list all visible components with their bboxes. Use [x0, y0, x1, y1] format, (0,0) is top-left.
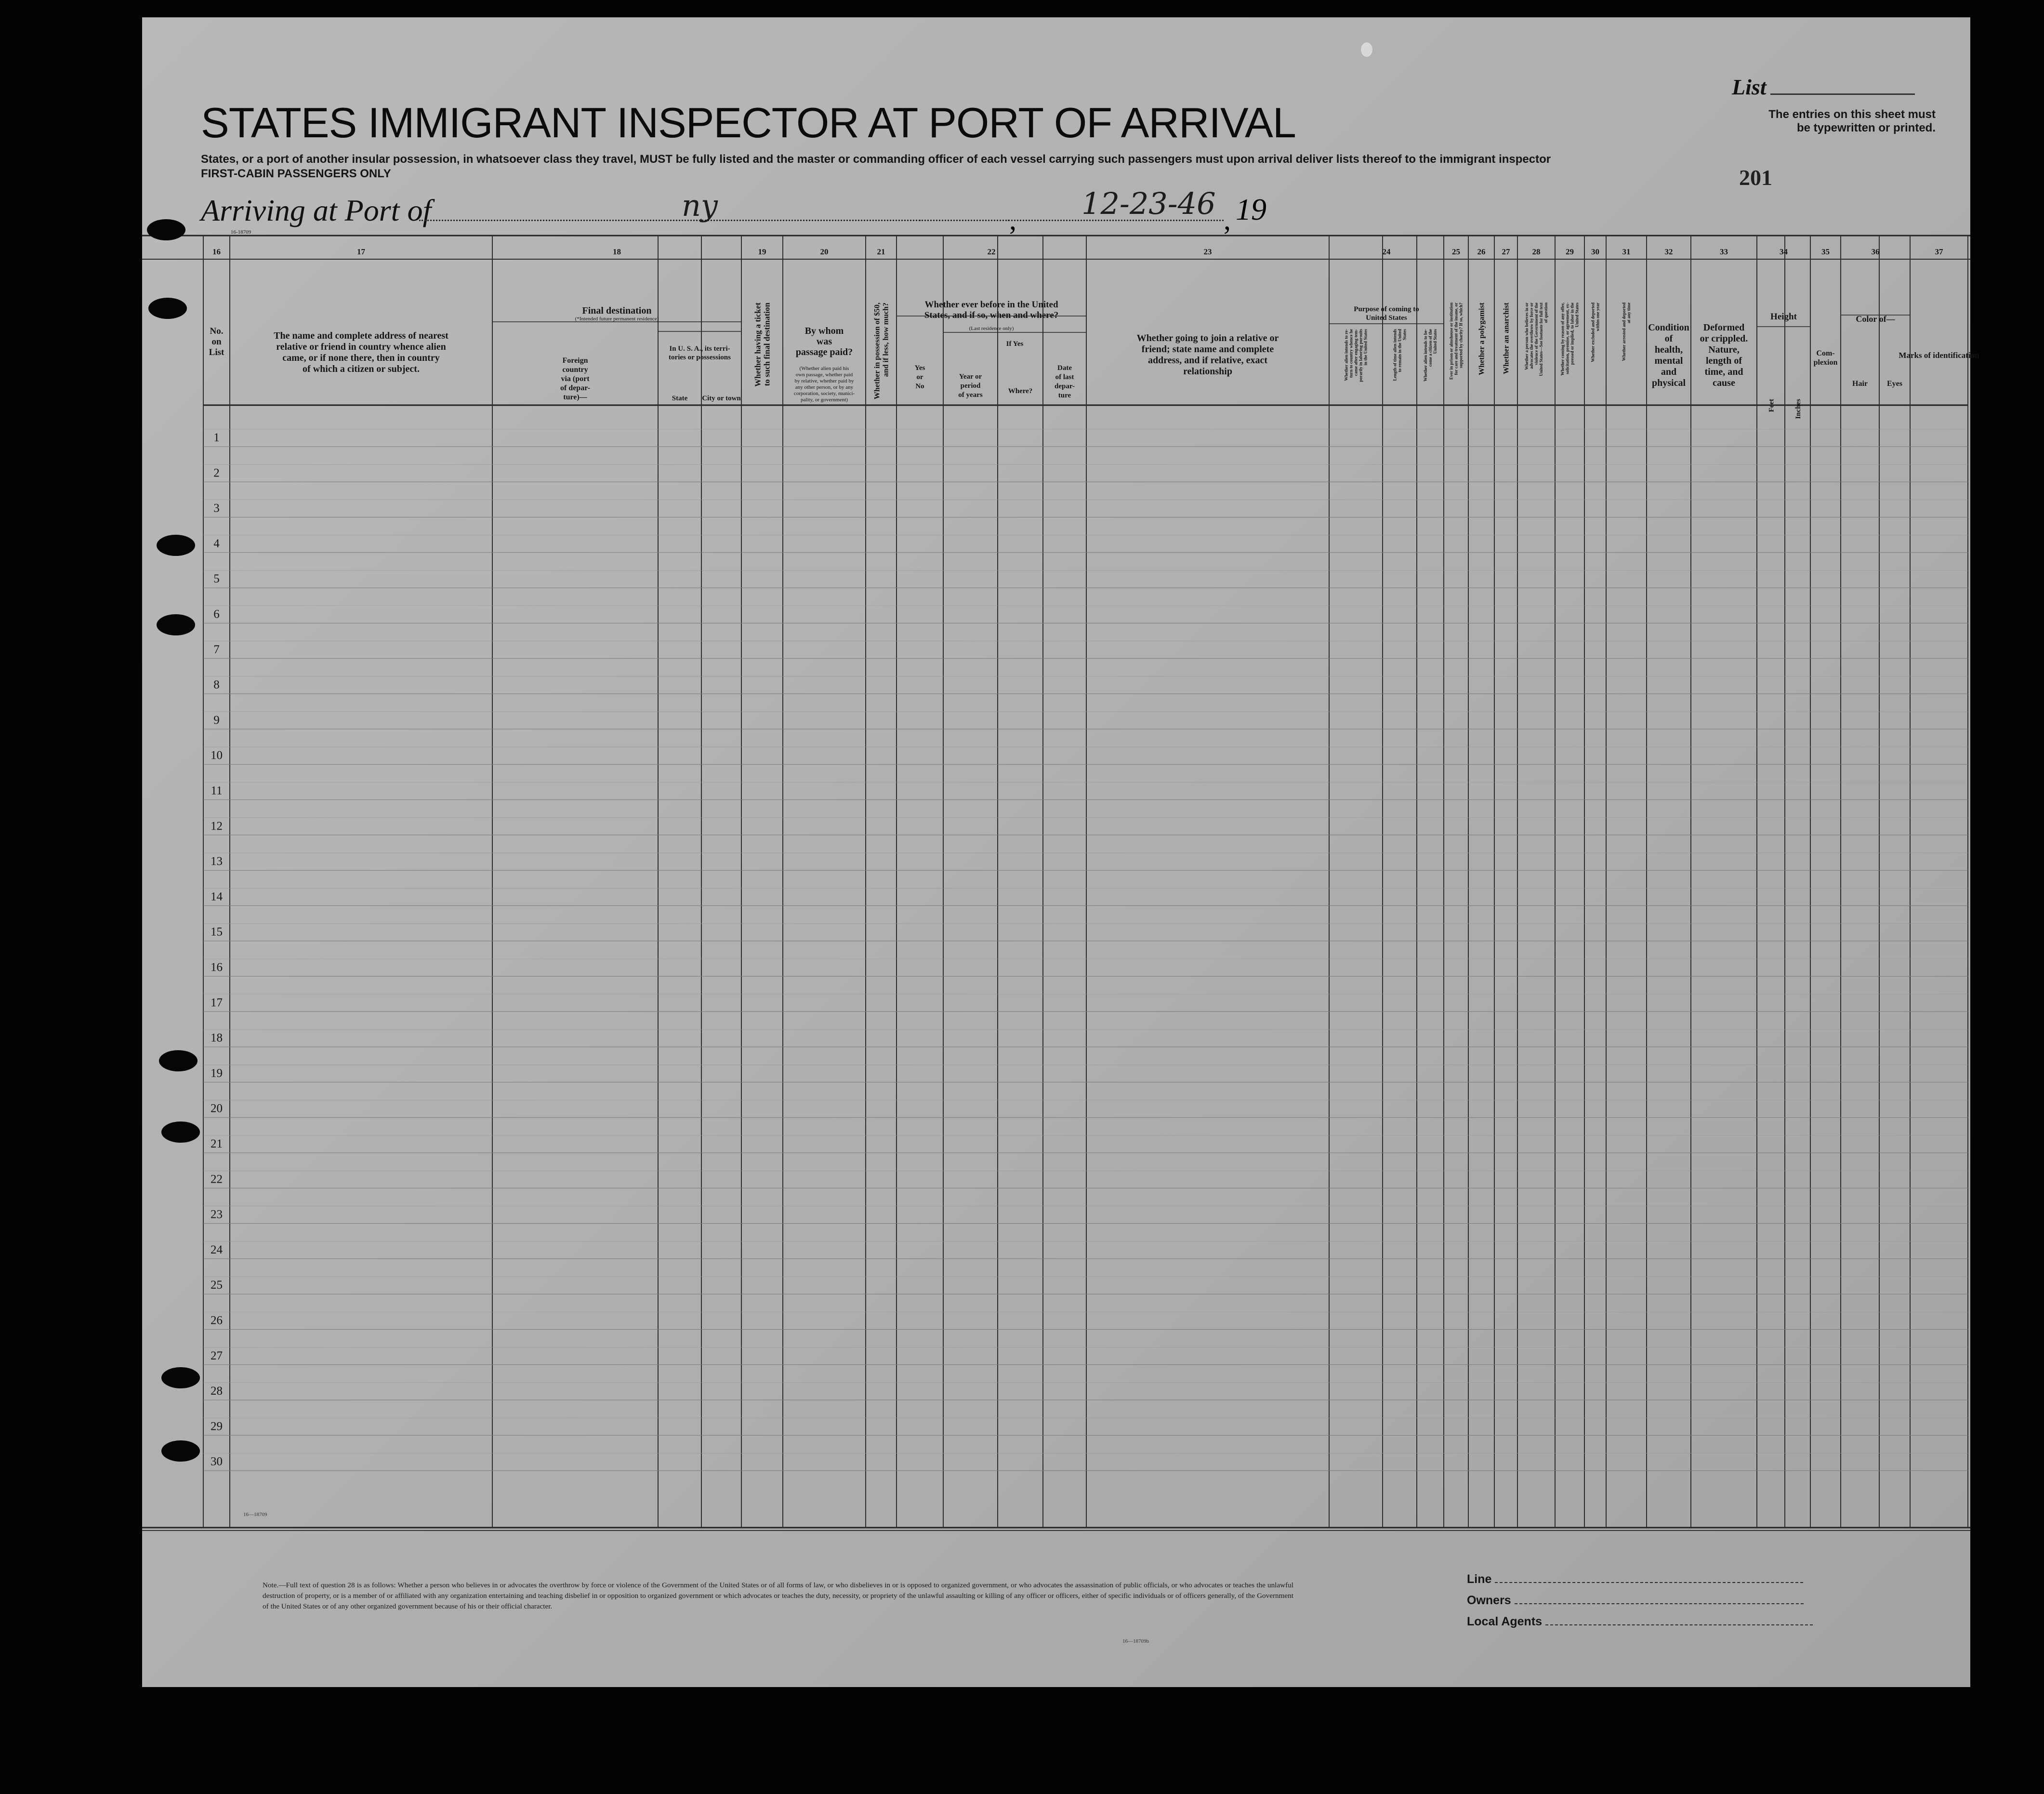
header-purpose-return: turn to country whence he	[1348, 329, 1354, 378]
header-last-residence: (Last residence only)	[969, 326, 1014, 331]
header-anarchist: Whether an anarchist	[1502, 303, 1511, 374]
header-prison: supported by charity? If so, which?	[1458, 303, 1464, 369]
header-passage-paid-note: any other person, or by any	[795, 384, 854, 390]
header-q28: United States—See footnote for full text	[1539, 303, 1544, 376]
header-date-last-departure: Date	[1057, 364, 1072, 372]
header-year-period: period	[960, 382, 981, 390]
binder-hole	[161, 1367, 200, 1388]
header-city: City or town	[702, 395, 741, 402]
manifest-sheet	[142, 17, 1979, 1687]
row-number: 2	[213, 466, 220, 480]
header-state: State	[672, 395, 688, 402]
row-number: 5	[213, 572, 220, 586]
header-passage-paid-note: pality, or government)	[801, 397, 848, 403]
row-number: 3	[213, 501, 220, 515]
header-prison: Ever in prison or almshouse or institution	[1449, 303, 1454, 380]
form-subtitle: States, or a port of another insular possession, in whatsoever class they travel, MUST be fully listed and the master or commanding officer of each vessel carrying such passengers must upon arrival deliver lists thereof to the immigrant inspector	[201, 153, 1551, 166]
form-code: 16-18709	[230, 229, 251, 235]
header-deformed: length of	[1706, 356, 1742, 366]
header-join-relative: relationship	[1183, 366, 1232, 377]
class-line: FIRST-CABIN PASSENGERS ONLY	[201, 167, 391, 180]
row-number: 28	[211, 1385, 223, 1398]
row-number: 8	[213, 678, 220, 692]
header-passage-paid-note: by relative, whether paid by	[794, 378, 854, 384]
header-deformed: or crippled.	[1700, 333, 1748, 344]
owners-field[interactable]	[1515, 1603, 1804, 1604]
header-health: Condition	[1648, 322, 1689, 333]
column-number: 33	[1720, 247, 1728, 256]
binder-hole	[157, 614, 195, 635]
header-purpose-length: Length of time alien intends	[1392, 329, 1398, 381]
header-health: of	[1664, 333, 1673, 344]
column-number: 23	[1203, 247, 1212, 256]
entries-note-line: be typewritten or printed.	[1796, 121, 1936, 134]
row-number: 14	[211, 890, 223, 903]
header-yes-or-no: Yes	[914, 364, 925, 372]
column-number: 34	[1780, 247, 1788, 256]
header-yes-or-no: No	[915, 383, 924, 390]
header-foreign-country: Foreign	[562, 356, 588, 365]
row-number: 13	[211, 855, 223, 868]
header-purpose-return: came after engaging tem-	[1353, 329, 1358, 376]
header-nearest-relative: came, or if none there, then in country	[282, 353, 440, 363]
owners-label: Owners	[1467, 1594, 1511, 1607]
column-number: 19	[758, 247, 766, 256]
line-field[interactable]	[1495, 1582, 1803, 1583]
header-purpose: Purpose of coming to	[1354, 305, 1419, 313]
column-number: 17	[357, 247, 365, 256]
header-hair: Hair	[1852, 380, 1868, 388]
header-date-last-departure: depar-	[1055, 383, 1075, 390]
paper-blemish	[1361, 42, 1372, 57]
header-purpose-citizen: Whether alien intends to be-	[1423, 329, 1428, 382]
row-number: 11	[211, 784, 223, 797]
column-number: 24	[1382, 247, 1391, 256]
manifest-table	[142, 17, 1979, 1687]
row-number: 26	[211, 1314, 223, 1327]
header-passage-paid-note: corporation, society, munici-	[793, 391, 855, 396]
header-foreign-country: ture)—	[563, 393, 587, 401]
header-if-yes: If Yes	[1006, 340, 1024, 348]
header-q28: of question	[1543, 303, 1549, 323]
line-signature-row	[1467, 1572, 1803, 1586]
agents-signature-row	[1467, 1615, 1813, 1629]
row-number: 22	[211, 1173, 223, 1186]
header-purpose-return: in the United States	[1363, 329, 1368, 366]
header-yes-or-no: or	[916, 373, 923, 381]
entries-note-line: The entries on this sheet must	[1768, 108, 1936, 121]
header-inches: Inches	[1794, 399, 1802, 419]
column-number: 20	[820, 247, 829, 256]
form-code: 16—18709	[243, 1512, 267, 1517]
column-number: 16	[212, 247, 221, 256]
header-foreign-country: of depar-	[560, 384, 591, 392]
owners-signature-row	[1467, 1594, 1804, 1608]
row-number: 12	[211, 819, 223, 833]
header-q28: Whether a person who believes in or	[1524, 303, 1530, 370]
header-nearest-relative: relative or friend in country whence alien	[276, 342, 446, 352]
column-number: 29	[1566, 247, 1574, 256]
header-ever-before-in-us: Whether ever before in the United	[924, 300, 1058, 310]
header-complexion: plexion	[1813, 358, 1838, 367]
header-passage-paid: was	[816, 336, 832, 347]
header-health: mental	[1654, 356, 1683, 366]
header-deformed: Deformed	[1703, 322, 1745, 333]
row-number: 4	[213, 537, 220, 550]
header-excluded: within one year	[1595, 303, 1600, 331]
header-foreign-country: country	[562, 366, 588, 374]
header-in-usa: In U. S. A., its terri-	[669, 345, 730, 353]
row-number: 21	[211, 1137, 223, 1150]
form-title: STATES IMMIGRANT INSPECTOR AT PORT OF ARRIVAL	[201, 99, 1296, 146]
footnote-question-28: Note.—Full text of question 28 is as follows: Whether a person who believes in or advocates the overthrow by force or violence of the Government of the United States or of all forms of law, or who disbelieves in or is opposed to organized government, or who advocates the assassination of public officials, or who advocates or teaches the unlawful destruction of property, or is a member of or affiliated with any organization entertaining and teaching disbelief in or opposition to organized government or which advocates or teaches the duty, necessity, or propriety of the unlawful assaulting or killing of any officer or officers, either of specific individuals or of officers generally, of the Government of the United States or of any other organized government because of his or their official character.	[263, 1581, 1293, 1610]
column-number: 22	[987, 247, 996, 256]
header-deported: Whether arrested and deported	[1622, 303, 1627, 361]
column-number: 27	[1502, 247, 1510, 256]
header-purpose-return: Whether alien intends to re-	[1344, 329, 1349, 381]
header-height: Height	[1770, 312, 1797, 322]
header-year-period: Year or	[959, 373, 982, 381]
header-purpose-length: to remain in the United	[1397, 329, 1402, 372]
row-number: 9	[213, 713, 220, 727]
header-money: and if less, how much?	[882, 303, 890, 377]
header-polygamist: Whether a polygamist	[1477, 303, 1486, 375]
binder-hole	[148, 298, 187, 319]
header-prison: for care and treatment of the insane, or	[1453, 303, 1459, 375]
header-marks: Marks of identification	[1899, 351, 1979, 360]
header-complexion: Com-	[1816, 349, 1835, 357]
header-passage-paid: By whom	[804, 326, 844, 336]
row-number: 24	[211, 1243, 223, 1256]
header-ever-before-in-us: States, and if so, when and where?	[924, 310, 1059, 320]
header-color-of: Color of—	[1856, 314, 1895, 324]
binder-hole	[161, 1440, 200, 1462]
header-nearest-relative: of which a citizen or subject.	[303, 364, 420, 374]
header-year-period: of years	[958, 391, 983, 399]
row-number: 6	[213, 607, 220, 621]
header-final-destination-note: (*Intended future permanent residence)	[575, 316, 659, 322]
header-deformed: time, and	[1704, 367, 1743, 377]
header-passage-paid: passage paid?	[795, 347, 853, 357]
row-number: 1	[213, 431, 220, 444]
header-in-usa: tories or possessions	[669, 354, 731, 361]
header-no-on-list: No.	[210, 326, 224, 336]
header-health: physical	[1651, 378, 1686, 388]
column-number: 31	[1622, 247, 1631, 256]
agents-label: Local Agents	[1467, 1615, 1543, 1628]
binder-hole	[157, 535, 195, 556]
header-join-relative: Whether going to join a relative or	[1136, 333, 1279, 343]
header-purpose-length: States	[1402, 329, 1407, 340]
header-join-relative: address, and if relative, exact	[1147, 355, 1268, 366]
binder-hole	[161, 1121, 200, 1143]
row-number: 19	[211, 1067, 223, 1080]
header-purpose-citizen: come a citizen of the	[1428, 329, 1433, 367]
row-number: 23	[211, 1208, 223, 1221]
header-labor-offer: solicitation, promise, or agreement, ex-	[1565, 303, 1570, 374]
header-where: Where?	[1008, 387, 1033, 395]
header-join-relative: friend; state name and complete	[1141, 344, 1274, 355]
header-passage-paid-note: own passage, whether paid	[795, 372, 853, 378]
header-deformed: Nature,	[1708, 344, 1740, 355]
year-prefix: 19	[1236, 192, 1266, 226]
header-nearest-relative: The name and complete address of nearest	[274, 330, 448, 341]
header-date-last-departure: ture	[1058, 392, 1071, 399]
header-money: Whether in possession of $50,	[873, 303, 882, 400]
row-number: 18	[211, 1031, 223, 1045]
row-number: 10	[211, 749, 223, 762]
header-final-destination: Final destination	[582, 305, 652, 316]
header-q28: violence of the Government of the	[1534, 303, 1539, 365]
sheet-number: 201	[1739, 165, 1772, 190]
header-date-last-departure: of last	[1055, 373, 1074, 381]
row-number: 30	[211, 1455, 223, 1468]
column-number: 36	[1871, 247, 1880, 256]
column-number: 28	[1532, 247, 1541, 256]
header-labor-offer: Whether coming by reason of any offer,	[1560, 303, 1565, 376]
row-number: 29	[211, 1420, 223, 1433]
header-passage-paid-note: (Whether alien paid his	[799, 366, 849, 371]
header-foreign-country: via (port	[561, 375, 590, 383]
row-number: 17	[211, 996, 223, 1009]
row-number: 7	[213, 643, 220, 656]
column-number: 18	[613, 247, 621, 256]
comma: ,	[1224, 204, 1231, 236]
binder-hole	[159, 1050, 198, 1071]
header-purpose-return: porarily in laboring pursuits	[1358, 329, 1363, 382]
agents-field[interactable]	[1545, 1624, 1813, 1625]
header-ticket: Whether having a ticket	[753, 303, 763, 387]
header-deported: at any time	[1626, 303, 1632, 323]
handwritten-date: 12-23-46	[1081, 186, 1216, 221]
row-number: 16	[211, 961, 223, 974]
column-number: 32	[1664, 247, 1673, 256]
column-number: 37	[1935, 247, 1943, 256]
header-purpose-citizen: United States	[1433, 329, 1438, 354]
list-label: List	[1732, 75, 1767, 99]
binder-hole	[147, 219, 185, 240]
column-number: 26	[1477, 247, 1486, 256]
form-code: 16—18709b	[1122, 1638, 1149, 1644]
header-health: health,	[1654, 344, 1683, 355]
column-number: 21	[877, 247, 885, 256]
header-deformed: cause	[1713, 378, 1735, 388]
header-feet: Feet	[1767, 399, 1776, 412]
header-q28: advocates the overthrow by force or	[1529, 303, 1534, 369]
comma: ,	[1009, 204, 1016, 236]
header-no-on-list: on	[211, 337, 222, 347]
header-ticket: to such final destination	[762, 303, 772, 386]
column-number: 30	[1591, 247, 1599, 256]
row-number: 27	[211, 1349, 223, 1362]
header-health: and	[1661, 367, 1677, 377]
header-labor-offer: United States	[1574, 303, 1580, 328]
header-eyes: Eyes	[1887, 380, 1902, 388]
row-number: 20	[211, 1102, 223, 1115]
row-number: 15	[211, 925, 223, 939]
header-excluded: Whether excluded and deported	[1590, 303, 1596, 362]
header-purpose: United States	[1366, 314, 1407, 322]
line-label: Line	[1467, 1572, 1492, 1586]
column-number: 25	[1452, 247, 1460, 256]
column-number: 35	[1821, 247, 1830, 256]
header-labor-offer: pressed or implied, to labor in the	[1569, 303, 1575, 365]
arriving-label: Arriving at Port of	[201, 193, 432, 227]
row-number: 25	[211, 1279, 223, 1292]
handwritten-port: ny	[682, 188, 718, 223]
header-no-on-list: List	[209, 347, 224, 357]
